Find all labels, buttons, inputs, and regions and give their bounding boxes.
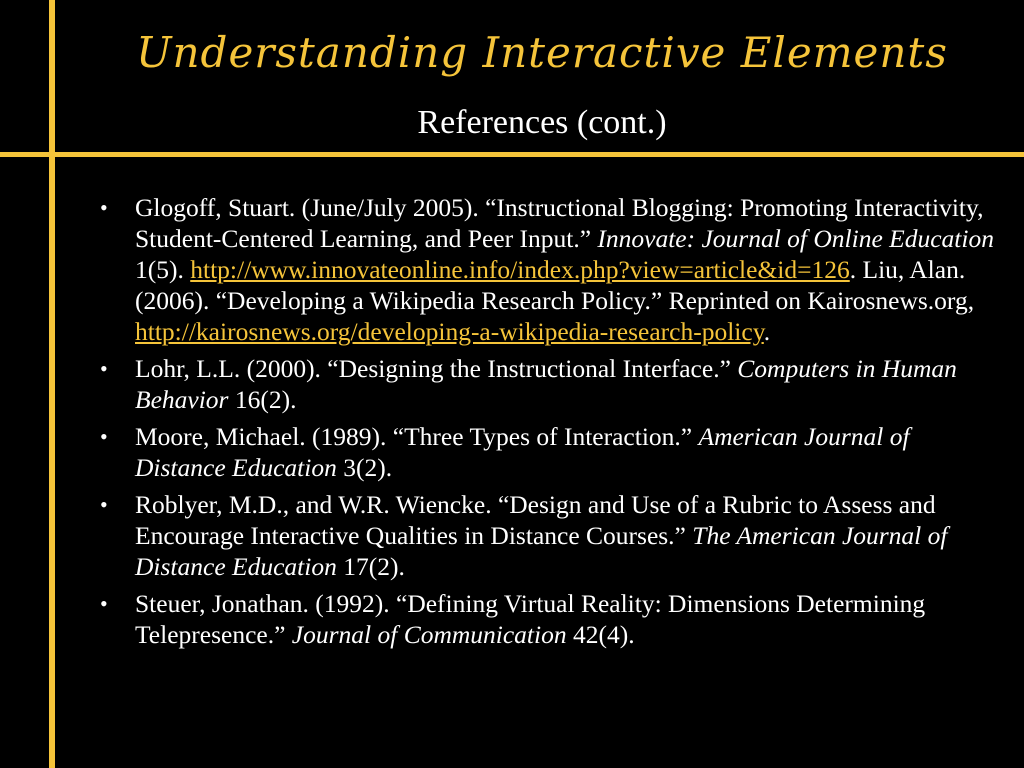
reference-text: Steuer, Jonathan. (1992). “Defining Virtual Reality: Dimensions Determining Telepresence.” xyxy=(135,589,926,649)
reference-item-roblyer xyxy=(100,489,995,582)
kairosnews-article-link[interactable]: http://kairosnews.org/developing-a-wikipedia-research-policy xyxy=(135,317,764,346)
vertical-accent-line xyxy=(49,0,55,768)
slide-title: Understanding Interactive Elements xyxy=(136,28,948,77)
journal-title: The American Journal of Distance Education xyxy=(135,521,948,581)
references-list xyxy=(100,192,995,656)
journal-title: Computers in Human Behavior xyxy=(135,354,957,414)
innovate-article-link[interactable]: http://www.innovateonline.info/index.php?view=article&id=126 xyxy=(190,255,850,284)
reference-text: . xyxy=(763,317,771,346)
reference-issue: 1(5). xyxy=(135,255,191,284)
reference-item-glogoff xyxy=(100,192,995,347)
reference-text: . Liu, Alan. (2006). “Developing a Wikipedia Research Policy.” Reprinted on Kairosnews.org, xyxy=(135,255,975,315)
reference-issue: 3(2). xyxy=(336,453,393,482)
journal-title: American Journal of Distance Education xyxy=(135,422,910,482)
reference-text: Glogoff, Stuart. (June/July 2005). “Instructional Blogging: Promoting Interactivity, Student-Centered Learning, and Peer Input.” xyxy=(135,193,984,253)
journal-title: Innovate: Journal of Online Education xyxy=(597,224,994,253)
bullet-icon: • xyxy=(100,195,108,220)
reference-issue: 16(2). xyxy=(228,385,297,414)
reference-item-steuer xyxy=(100,588,995,650)
reference-item-moore xyxy=(100,421,995,483)
bullet-icon: • xyxy=(100,356,108,381)
reference-item-lohr xyxy=(100,353,995,415)
bullet-icon: • xyxy=(100,492,108,517)
reference-text: Moore, Michael. (1989). “Three Types of Interaction.” xyxy=(135,422,699,451)
reference-text: Lohr, L.L. (2000). “Designing the Instructional Interface.” xyxy=(135,354,738,383)
reference-text: Roblyer, M.D., and W.R. Wiencke. “Design and Use of a Rubric to Assess and Encourage Interactive Qualities in Distance Courses.” xyxy=(135,490,936,550)
reference-issue: 42(4). xyxy=(566,620,635,649)
horizontal-accent-line xyxy=(0,152,1024,157)
reference-issue: 17(2). xyxy=(336,552,405,581)
slide-subtitle: References (cont.) xyxy=(417,104,667,141)
journal-title: Journal of Communication xyxy=(291,620,567,649)
bullet-icon: • xyxy=(100,424,108,449)
bullet-icon: • xyxy=(100,591,108,616)
